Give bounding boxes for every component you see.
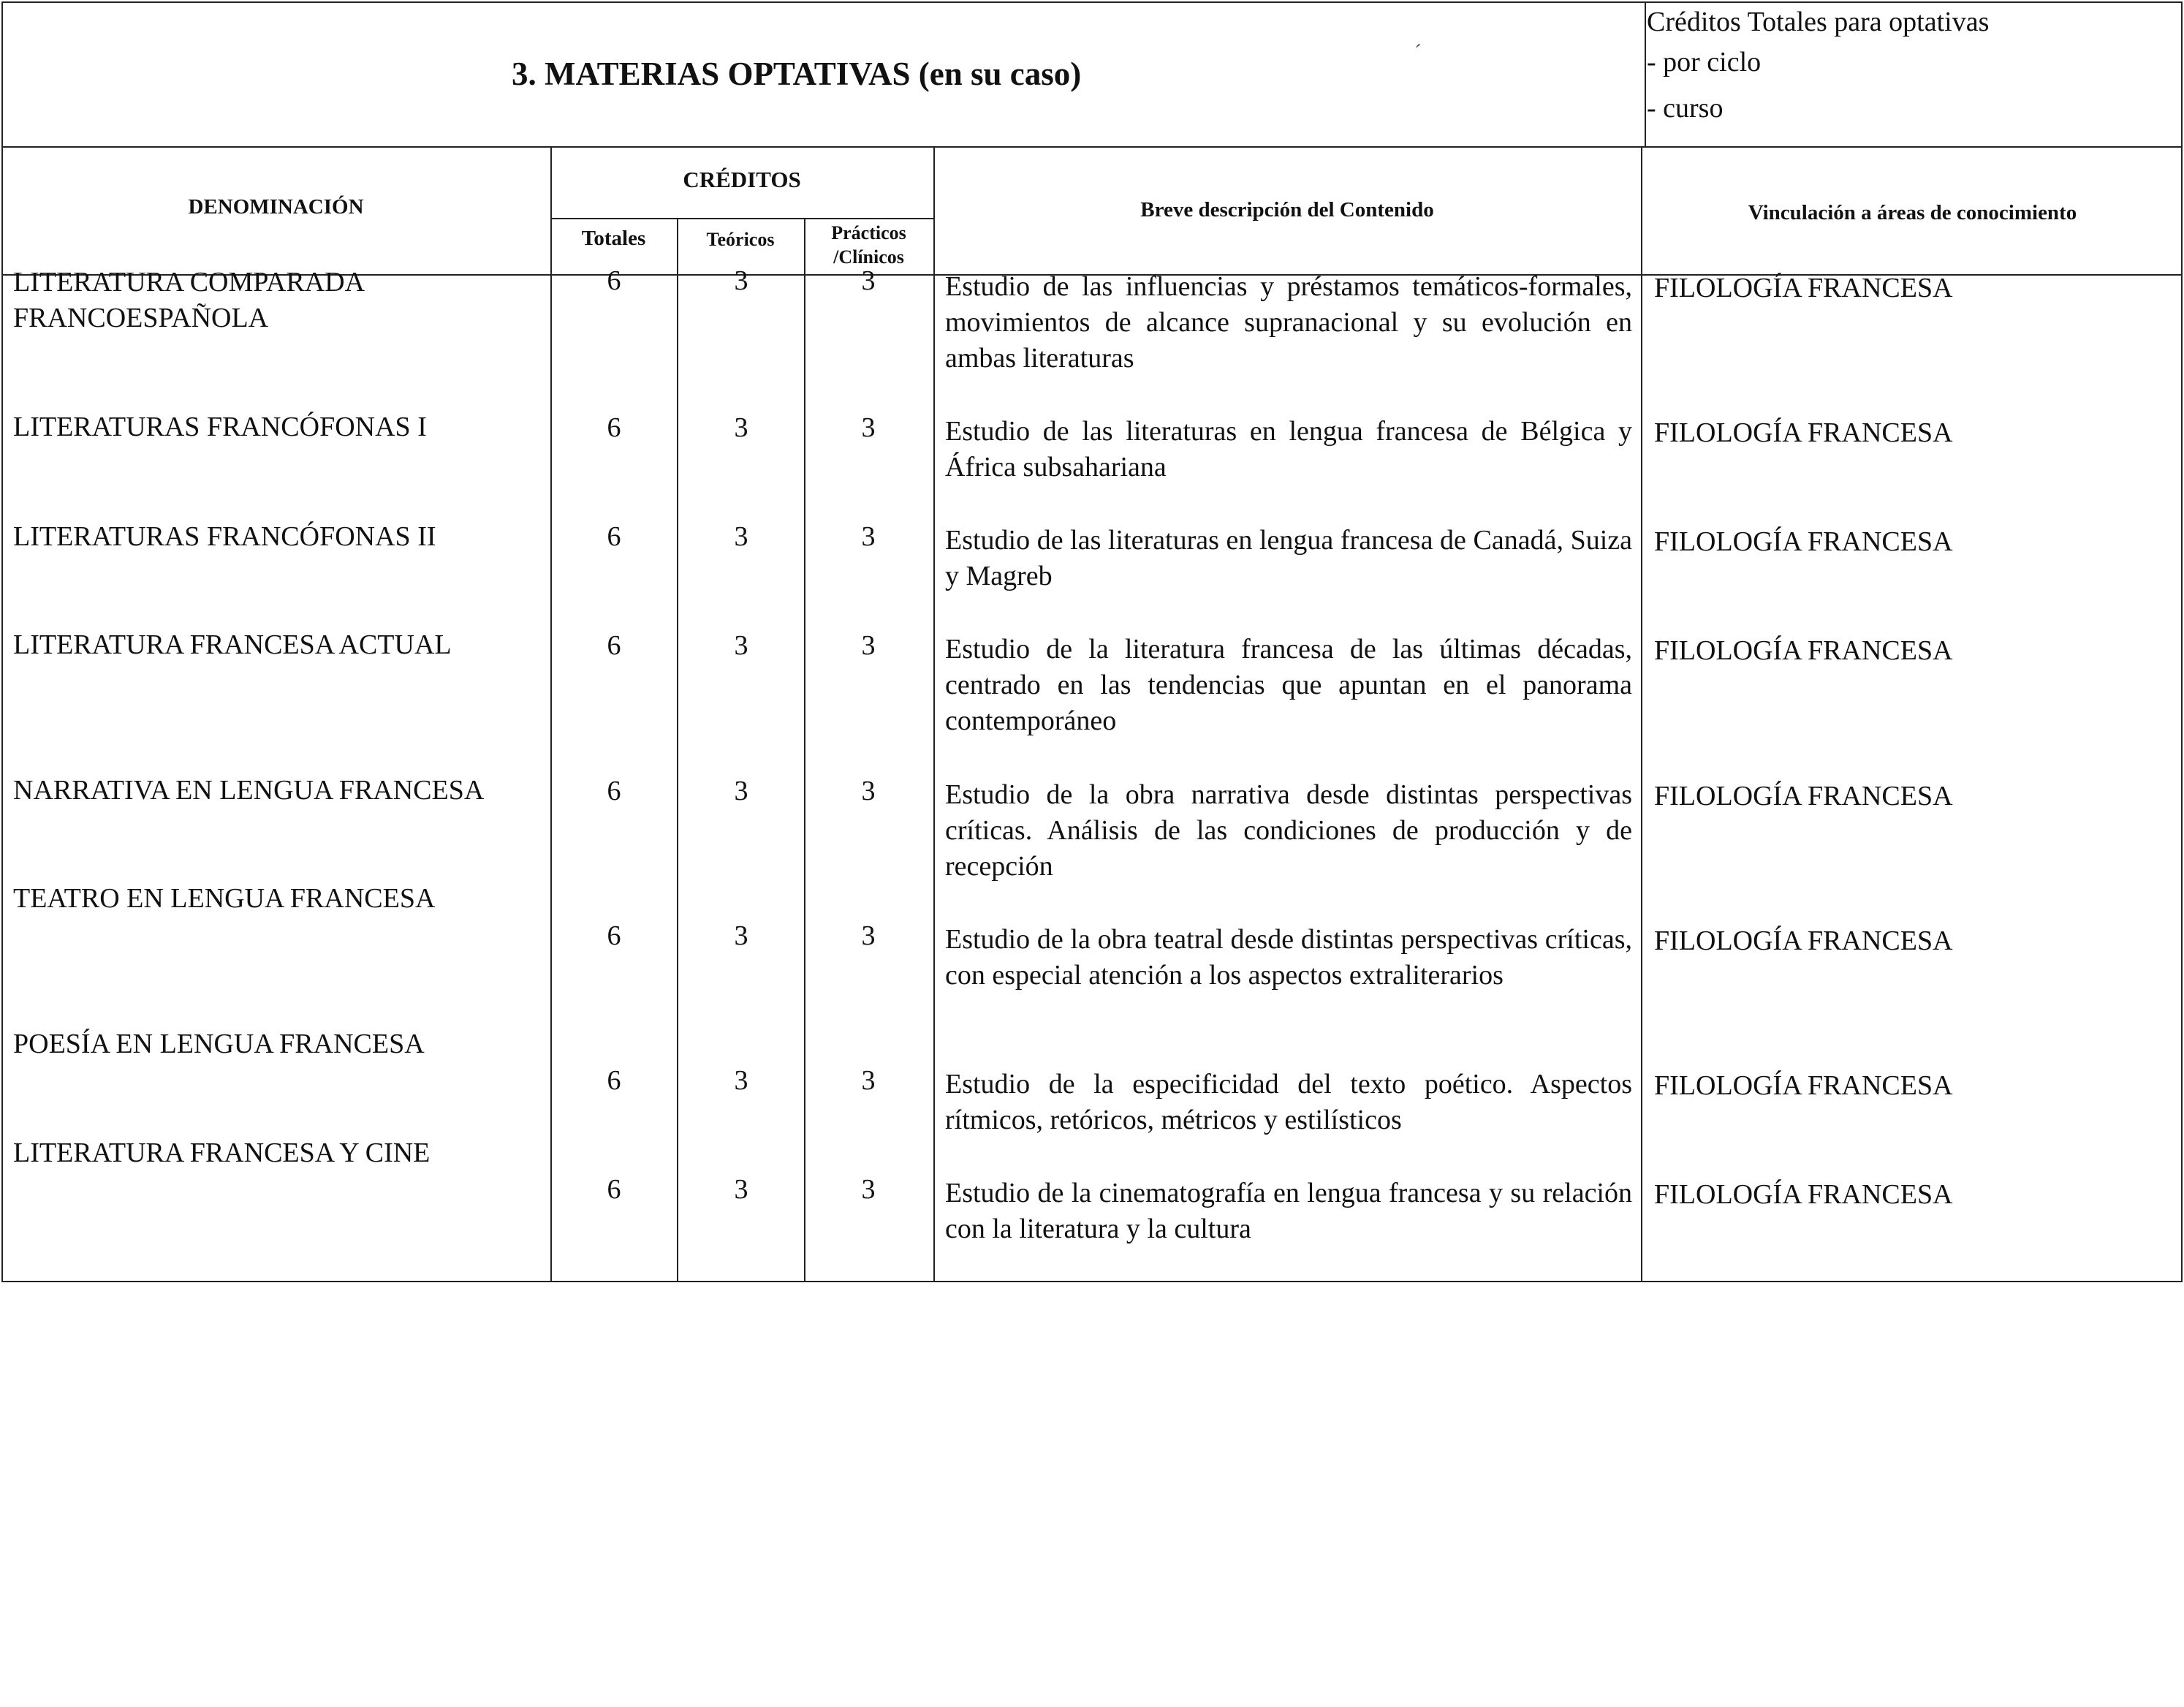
row-3-teoricos: 3: [734, 521, 748, 552]
header-teoricos: Teóricos: [706, 229, 775, 250]
row-6-totales: 6: [607, 920, 621, 951]
credits-box-line-3: - curso: [1647, 93, 1724, 124]
row-3-descripcion: Estudio de las literaturas en lengua francesa de Canadá, Suiza y Magreb: [945, 525, 1632, 591]
row-2-teoricos: 3: [734, 412, 748, 443]
row-4-area: FILOLOGÍA FRANCESA: [1654, 635, 1953, 666]
row-4-totales: 6: [607, 630, 621, 661]
col-divider-5: [1641, 146, 1642, 1282]
row-4-teoricos: 3: [734, 630, 748, 661]
row-7-name: POESÍA EN LENGUA FRANCESA: [13, 1029, 425, 1059]
header-practicos: Prácticos: [831, 222, 906, 243]
row-1-area: FILOLOGÍA FRANCESA: [1654, 273, 1953, 303]
row-5-practicos: 3: [861, 776, 876, 806]
header-clinicos: /Clínicos: [833, 246, 904, 268]
row-8-area: FILOLOGÍA FRANCESA: [1654, 1179, 1953, 1210]
row-7-totales: 6: [607, 1065, 621, 1096]
row-1-descripcion: Estudio de las influencias y préstamos temáticos-formales, movimientos de alcance supranacional y su evolución en ambas literaturas: [945, 271, 1632, 374]
header-vinculacion: Vinculación a áreas de conocimiento: [1748, 201, 2077, 224]
row-7-area: FILOLOGÍA FRANCESA: [1654, 1070, 1953, 1101]
row-4-descripcion: Estudio de la literatura francesa de las últimas décadas, centrado en las tendencias que apuntan en el panorama contemporáneo: [945, 634, 1632, 736]
row-1-teoricos: 3: [734, 265, 748, 296]
row-3-area: FILOLOGÍA FRANCESA: [1654, 526, 1953, 557]
stray-mark: ´: [1414, 40, 1422, 64]
row-3-totales: 6: [607, 521, 621, 552]
col-divider-4: [933, 146, 935, 1282]
row-5-totales: 6: [607, 776, 621, 806]
row-6-area: FILOLOGÍA FRANCESA: [1654, 926, 1953, 956]
header-descripcion: Breve descripción del Contenido: [1140, 198, 1434, 222]
row-8-totales: 6: [607, 1174, 621, 1205]
credits-box-line-2: - por ciclo: [1647, 47, 1762, 77]
row-1-totales: 6: [607, 265, 621, 296]
credits-box-line-1: Créditos Totales para optativas: [1647, 7, 1990, 37]
row-3-practicos: 3: [861, 521, 876, 552]
row-8-descripcion: Estudio de la cinematografía en lengua francesa y su relación con la literatura y la cultura: [945, 1178, 1632, 1244]
row-1-name-line-1: LITERATURA COMPARADA: [13, 267, 365, 298]
row-7-teoricos: 3: [734, 1065, 748, 1096]
creditos-subheader-line: [550, 218, 933, 219]
row-4-practicos: 3: [861, 630, 876, 661]
header-totales: Totales: [581, 227, 646, 250]
header-creditos: CRÉDITOS: [683, 167, 801, 192]
row-4-name: LITERATURA FRANCESA ACTUAL: [13, 629, 452, 660]
row-2-area: FILOLOGÍA FRANCESA: [1654, 417, 1953, 448]
title-divider: [1, 146, 2183, 148]
row-2-descripcion: Estudio de las literaturas en lengua francesa de Bélgica y África subsahariana: [945, 416, 1632, 482]
row-1-practicos: 3: [861, 265, 876, 296]
header-denominacion: DENOMINACIÓN: [188, 195, 364, 219]
row-6-practicos: 3: [861, 920, 876, 951]
row-6-name: TEATRO EN LENGUA FRANCESA: [13, 883, 436, 914]
row-5-descripcion: Estudio de la obra narrativa desde distintas perspectivas críticas. Análisis de las condiciones de producción y de recepción: [945, 779, 1632, 882]
col-divider-3: [804, 218, 805, 1282]
row-2-name: LITERATURAS FRANCÓFONAS I: [13, 412, 427, 442]
row-7-practicos: 3: [861, 1065, 876, 1096]
row-8-name: LITERATURA FRANCESA Y CINE: [13, 1138, 431, 1168]
row-8-teoricos: 3: [734, 1174, 748, 1205]
credits-box-divider: [1645, 1, 1646, 146]
row-6-descripcion: Estudio de la obra teatral desde distintas perspectivas críticas, con especial atención a los aspectos extraliterarios: [945, 924, 1632, 991]
page-title: 3. MATERIAS OPTATIVAS (en su caso): [512, 56, 1082, 92]
row-2-practicos: 3: [861, 412, 876, 443]
row-3-name: LITERATURAS FRANCÓFONAS II: [13, 521, 436, 552]
row-2-totales: 6: [607, 412, 621, 443]
row-5-teoricos: 3: [734, 776, 748, 806]
row-5-name: NARRATIVA EN LENGUA FRANCESA: [13, 775, 485, 806]
row-7-descripcion: Estudio de la especificidad del texto poético. Aspectos rítmicos, retóricos, métricos y estilísticos: [945, 1069, 1632, 1135]
row-8-practicos: 3: [861, 1174, 876, 1205]
row-1-name-line-2: FRANCOESPAÑOLA: [13, 303, 269, 333]
row-6-teoricos: 3: [734, 920, 748, 951]
col-divider-2: [677, 218, 678, 1282]
col-divider-1: [550, 146, 552, 1282]
row-5-area: FILOLOGÍA FRANCESA: [1654, 781, 1953, 811]
